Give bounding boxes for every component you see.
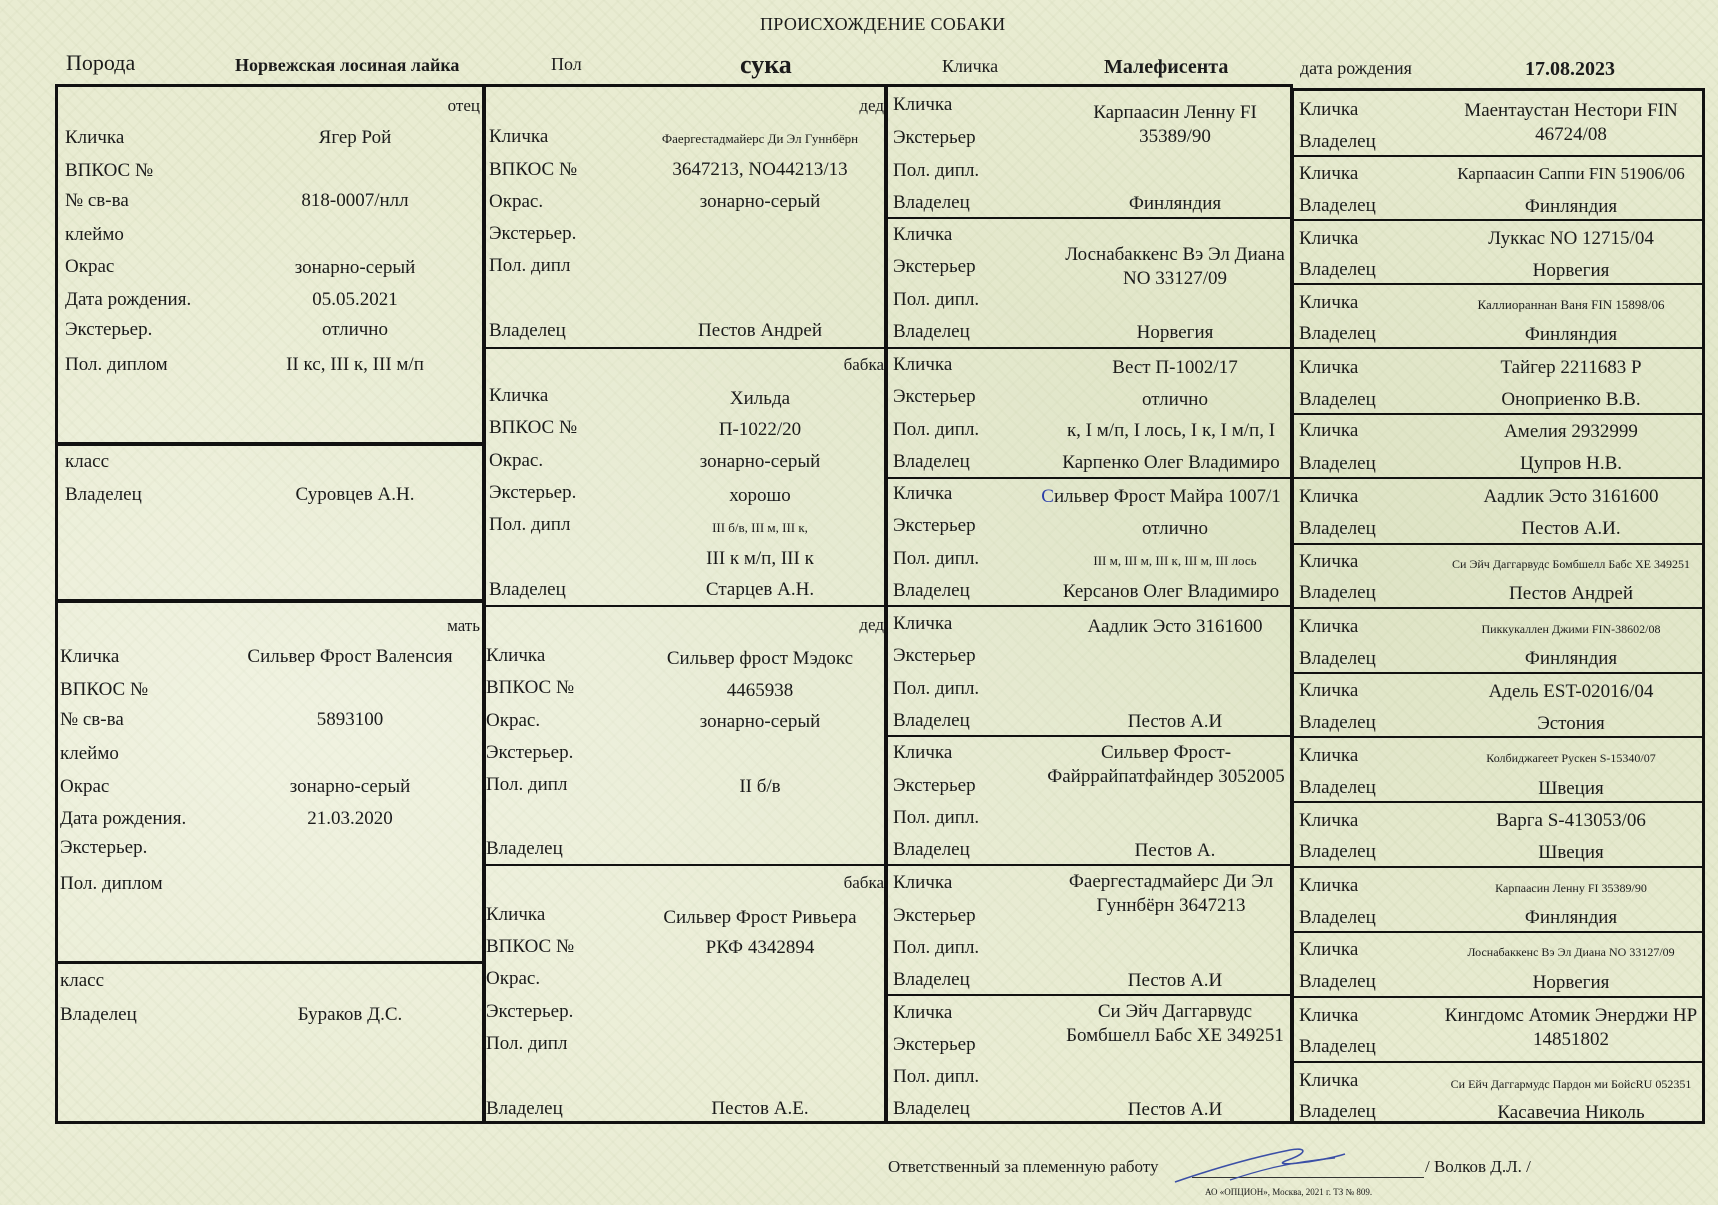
gp2-vpkos: 4465938 xyxy=(726,680,794,701)
gp0-owner-label: Владелец xyxy=(489,320,566,341)
ggg5-name-label: Кличка xyxy=(1299,420,1359,441)
ggg11-name-label: Кличка xyxy=(1299,810,1359,831)
gp1-diploma-label: Пол. дипл xyxy=(489,514,571,535)
ggp-divider-5 xyxy=(885,735,1293,737)
gp1-role: бабка xyxy=(843,355,884,374)
dog-name-value: Малефисента xyxy=(1104,56,1229,78)
mother-owner-label: Владелец xyxy=(60,1004,137,1025)
ggg2-owner: Норвегия xyxy=(1532,260,1610,281)
gp3-owner-label: Владелец xyxy=(486,1098,563,1119)
gp3-role: бабка xyxy=(843,873,884,892)
ggg11-name: Варга S-413053/06 xyxy=(1496,810,1646,831)
ggp3-owner: Керсанов Олег Владимиро xyxy=(1062,581,1280,602)
ggg-divider-10 xyxy=(1291,736,1705,738)
father-class-label: класс xyxy=(65,451,110,472)
ggg7-owner: Пестов Андрей xyxy=(1509,583,1633,604)
ggp6-diploma-label: Пол. дипл. xyxy=(893,937,980,958)
ggp5-name-label: Кличка xyxy=(893,742,953,763)
ggg8-name-label: Кличка xyxy=(1299,616,1359,637)
ggp7-name-label: Кличка xyxy=(893,1002,953,1023)
ggp2-name: Вест П-1002/17 xyxy=(1112,357,1238,378)
responsible-label: Ответственный за племенную работу xyxy=(888,1157,1159,1176)
gp1-exterior: хорошо xyxy=(729,485,791,506)
ggg-divider-7 xyxy=(1291,543,1705,545)
ggg0-owner-label: Владелец xyxy=(1299,131,1376,152)
father-owner-label: Владелец xyxy=(65,484,142,505)
father-cert: 818-0007/нлл xyxy=(301,190,409,211)
gp0-name-label: Кличка xyxy=(489,126,549,147)
gp2-role: дед xyxy=(859,615,884,634)
ggg1-name: Карпаасин Саппи FIN 51906/06 xyxy=(1457,164,1685,183)
ggg5-name: Амелия 2932999 xyxy=(1504,421,1638,442)
ggp3-exterior-label: Экстерьер xyxy=(893,515,976,536)
ggg1-name-label: Кличка xyxy=(1299,163,1359,184)
ggg3-owner: Финляндия xyxy=(1524,324,1618,345)
gp1-color: зонарно-серый xyxy=(699,451,821,472)
ggp1-owner: Норвегия xyxy=(1136,322,1214,343)
ggp1-name-label: Кличка xyxy=(893,224,953,245)
ggg2-name-label: Кличка xyxy=(1299,228,1359,249)
mother-diploma-label: Пол. диплом xyxy=(60,873,163,894)
ggg4-name-label: Кличка xyxy=(1299,357,1359,378)
ggp2-exterior: отлично xyxy=(1142,389,1208,410)
gp1-owner-label: Владелец xyxy=(489,579,566,600)
gp0-vpkos-label: ВПКОС № xyxy=(489,159,578,180)
gp2-vpkos-label: ВПКОС № xyxy=(486,677,575,698)
ggg6-owner-label: Владелец xyxy=(1299,518,1376,539)
ggp-divider-2 xyxy=(885,347,1293,349)
ggp0-owner-label: Владелец xyxy=(893,192,970,213)
father-exterior: отлично xyxy=(322,319,388,340)
ggg0-name-label: Кличка xyxy=(1299,99,1359,120)
ggg4-name: Тайгер 2211683 Р xyxy=(1500,357,1642,378)
mother-owner-box xyxy=(55,961,485,1124)
ggp3-name-label: Кличка xyxy=(893,483,953,504)
ggp7-owner-label: Владелец xyxy=(893,1098,970,1119)
ggg3-owner-label: Владелец xyxy=(1299,323,1376,344)
ggg10-name-label: Кличка xyxy=(1299,745,1359,766)
gp0-color: зонарно-серый xyxy=(699,191,821,212)
breed-value: Норвежская лосиная лайка xyxy=(235,55,460,75)
ggp1-exterior-label: Экстерьер xyxy=(893,256,976,277)
ggp1-diploma-label: Пол. дипл. xyxy=(893,289,980,310)
ggp4-diploma-label: Пол. дипл. xyxy=(893,678,980,699)
dob-label: дата рождения xyxy=(1300,58,1412,78)
ggg13-owner: Норвегия xyxy=(1532,972,1610,993)
ggg6-name: Аадлик Эсто 3161600 xyxy=(1483,486,1659,507)
mother-color-label: Окрас xyxy=(60,776,110,797)
ggg15-owner: Касавечиа Николь xyxy=(1497,1102,1645,1123)
mother-vpkos-label: ВПКОС № xyxy=(60,679,149,700)
ggp3-name xyxy=(1030,486,1292,508)
ggg9-name: Адель EST-02016/04 xyxy=(1488,681,1654,702)
ggg14-owner-label: Владелец xyxy=(1299,1036,1376,1057)
ggg-divider-8 xyxy=(1291,607,1705,609)
gp3-name: Сильвер Фрост Ривьера xyxy=(663,907,857,928)
ggp6-exterior-label: Экстерьер xyxy=(893,905,976,926)
ggg-divider-13 xyxy=(1291,931,1705,933)
gp0-role: дед xyxy=(859,96,884,115)
ggp4-exterior-label: Экстерьер xyxy=(893,645,976,666)
gp1-name-label: Кличка xyxy=(489,385,549,406)
father-vpkos-label: ВПКОС № xyxy=(65,160,154,181)
gp1-vpkos: П-1022/20 xyxy=(718,419,802,440)
gp0-exterior-label: Экстерьер. xyxy=(489,223,577,244)
mother-brand-label: клеймо xyxy=(60,743,119,764)
ggg15-name: Си Ейч Даггармудс Пардон ми БойсRU 052351 xyxy=(1450,1077,1692,1091)
ggp6-name: Фаергестадмайерс Ди Эл Гуннбёрн 3647213 xyxy=(1068,871,1274,916)
dob-value: 17.08.2023 xyxy=(1525,58,1615,80)
ggp3-owner-label: Владелец xyxy=(893,580,970,601)
ggg-divider-1 xyxy=(1291,155,1705,157)
gp3-diploma-label: Пол. дипл xyxy=(486,1033,568,1054)
gp1-exterior-label: Экстерьер. xyxy=(489,482,577,503)
ggp3-diploma: III м, III м, III к, III м, III лось xyxy=(1093,553,1257,568)
ggg10-owner: Швеция xyxy=(1538,778,1604,799)
ggg-divider-14 xyxy=(1291,996,1705,998)
ggg14-name: Кингдомс Атомик Энерджи НР 14851802 xyxy=(1444,1005,1698,1050)
gp2-color: зонарно-серый xyxy=(699,711,821,732)
gp3-owner: Пестов А.Е. xyxy=(711,1098,809,1119)
ggg5-owner-label: Владелец xyxy=(1299,453,1376,474)
sex-value: сука xyxy=(740,50,792,79)
ggp1-name: Лоснабаккенс Вэ Эл Диана NO 33127/09 xyxy=(1065,244,1285,289)
ggp7-exterior-label: Экстерьер xyxy=(893,1034,976,1055)
ggp5-exterior-label: Экстерьер xyxy=(893,775,976,796)
gp1-diploma: III б/в, III м, III к, xyxy=(712,520,808,535)
ggg9-name-label: Кличка xyxy=(1299,680,1359,701)
gp3-color-label: Окрас. xyxy=(486,968,541,989)
ggp0-exterior-label: Экстерьер xyxy=(893,127,976,148)
ggg9-owner-label: Владелец xyxy=(1299,712,1376,733)
ggg2-name: Луккас NO 12715/04 xyxy=(1488,228,1654,249)
gp2-diploma-label: Пол. дипл xyxy=(486,774,568,795)
gp3-name-label: Кличка xyxy=(486,904,546,925)
father-diploma-label: Пол. диплом xyxy=(65,354,168,375)
gp2-diploma: II б/в xyxy=(739,776,781,797)
ggp-divider-6 xyxy=(885,864,1293,866)
ggp5-owner-label: Владелец xyxy=(893,839,970,860)
ggp4-name-label: Кличка xyxy=(893,613,953,634)
ggg4-owner: Оноприенко В.В. xyxy=(1501,389,1641,410)
gp0-name: Фаергестадмайерс Ди Эл Гуннбёрн xyxy=(661,131,859,146)
mother-dob: 21.03.2020 xyxy=(307,808,393,829)
father-exterior-label: Экстерьер. xyxy=(65,319,153,340)
gp3-exterior-label: Экстерьер. xyxy=(486,1001,574,1022)
ggg-divider-3 xyxy=(1291,283,1705,285)
ggg15-name-label: Кличка xyxy=(1299,1070,1359,1091)
gp-divider-1 xyxy=(483,347,887,349)
ggg-divider-6 xyxy=(1291,477,1705,479)
ggp0-name: Карпаасин Ленну FI 35389/90 xyxy=(1093,102,1257,147)
ggp6-owner: Пестов А.И xyxy=(1127,970,1223,991)
father-color: зонарно-серый xyxy=(294,257,416,278)
ggg12-owner: Финляндия xyxy=(1524,907,1618,928)
ggg7-name: Си Эйч Даггарвудс Бомбшелл Бабс ХЕ 349251 xyxy=(1452,557,1690,571)
father-dob-label: Дата рождения. xyxy=(65,289,192,310)
gp2-owner-label: Владелец xyxy=(486,838,563,859)
gp1-color-label: Окрас. xyxy=(489,450,544,471)
ggg10-owner-label: Владелец xyxy=(1299,777,1376,798)
ggg-divider-5 xyxy=(1291,413,1705,415)
ggg9-owner: Эстония xyxy=(1537,713,1605,734)
ggg8-name: Пиккукаллен Джими FIN-38602/08 xyxy=(1481,622,1661,636)
gp1-name: Хильда xyxy=(729,388,791,409)
ggg6-name-label: Кличка xyxy=(1299,486,1359,507)
ggg3-name: Каллиораннан Ваня FIN 15898/06 xyxy=(1477,297,1665,312)
father-dob: 05.05.2021 xyxy=(312,289,398,310)
ggg0-name: Маентаустан Нестори FIN 46724/08 xyxy=(1464,100,1678,145)
gp0-color-label: Окрас. xyxy=(489,191,544,212)
gp1-diploma-2: III к м/п, III к xyxy=(706,548,814,569)
printer-imprint: АО «ОПЦИОН», Москва, 2021 г. ТЗ № 809. xyxy=(1205,1187,1373,1197)
ggp3-name-prefix: С xyxy=(1041,486,1054,507)
gp0-diploma-label: Пол. дипл xyxy=(489,255,571,276)
ggp2-diploma: к, I м/п, I лось, I к, I м/п, I xyxy=(1066,420,1276,441)
ggg12-name: Карпаасин Ленну FI 35389/90 xyxy=(1495,881,1647,895)
gp-divider-3 xyxy=(483,864,887,866)
gp3-vpkos-label: ВПКОС № xyxy=(486,936,575,957)
gp-divider-2 xyxy=(483,605,887,607)
ggg-divider-12 xyxy=(1291,866,1705,868)
ggp-divider-1 xyxy=(885,217,1293,219)
ggg15-owner-label: Владелец xyxy=(1299,1101,1376,1122)
ggp-divider-4 xyxy=(885,605,1293,607)
ggg12-name-label: Кличка xyxy=(1299,875,1359,896)
signer-name: / Волков Д.Л. / xyxy=(1425,1157,1531,1176)
ggg13-name-label: Кличка xyxy=(1299,939,1359,960)
ggp7-owner: Пестов А.И xyxy=(1127,1099,1223,1120)
ggp7-name: Си Эйч Даггарвудс Бомбшелл Бабс ХЕ 349251 xyxy=(1066,1001,1284,1046)
ggp7-diploma-label: Пол. дипл. xyxy=(893,1066,980,1087)
gp0-owner: Пестов Андрей xyxy=(698,320,822,341)
father-diploma: II кс, III к, III м/п xyxy=(286,354,424,375)
ggp3-name-rest: ильвер Фрост Майра 1007/1 xyxy=(1053,486,1281,507)
ggg-divider-9 xyxy=(1291,672,1705,674)
dog-name-label: Кличка xyxy=(942,56,999,76)
ggg14-name-label: Кличка xyxy=(1299,1005,1359,1026)
father-role: отец xyxy=(447,96,480,115)
gp2-name-label: Кличка xyxy=(486,645,546,666)
mother-name: Сильвер Фрост Валенсия xyxy=(247,646,453,667)
ggp5-name: Сильвер Фрост-Файррайпатфайндер 3052005 xyxy=(1047,742,1285,787)
ggg1-owner-label: Владелец xyxy=(1299,195,1376,216)
gp1-owner: Старцев А.Н. xyxy=(705,579,815,600)
ggg7-owner-label: Владелец xyxy=(1299,582,1376,603)
ggg1-owner: Финляндия xyxy=(1524,196,1618,217)
mother-role: мать xyxy=(447,616,480,635)
ggp4-owner: Пестов А.И xyxy=(1127,711,1223,732)
ggg-divider-11 xyxy=(1291,801,1705,803)
gp3-vpkos: РКФ 4342894 xyxy=(705,937,815,958)
ggg5-owner: Цупров Н.В. xyxy=(1519,453,1622,474)
father-owner-box xyxy=(55,442,485,602)
gp2-name: Сильвер фрост Мэдокс xyxy=(666,648,854,669)
handwritten-signature xyxy=(1170,1140,1350,1190)
ggg4-owner-label: Владелец xyxy=(1299,389,1376,410)
ggg7-name-label: Кличка xyxy=(1299,551,1359,572)
mother-cert-label: № св-ва xyxy=(60,709,124,730)
ggp2-name-label: Кличка xyxy=(893,354,953,375)
ggg6-owner: Пестов А.И. xyxy=(1521,518,1621,539)
ggg13-name: Лоснабаккенс Вэ Эл Диана NO 33127/09 xyxy=(1467,945,1675,959)
mother-cert: 5893100 xyxy=(316,709,384,730)
ggg11-owner: Швеция xyxy=(1538,842,1604,863)
mother-dob-label: Дата рождения. xyxy=(60,808,187,829)
ggp0-diploma-label: Пол. дипл. xyxy=(893,160,980,181)
ggg2-owner-label: Владелец xyxy=(1299,259,1376,280)
ggp4-owner-label: Владелец xyxy=(893,710,970,731)
ggg8-owner: Финляндия xyxy=(1524,648,1618,669)
gp0-vpkos: 3647213, NO44213/13 xyxy=(672,159,848,180)
ggp3-exterior: отлично xyxy=(1142,518,1208,539)
ggp6-name-label: Кличка xyxy=(893,872,953,893)
ggg-divider-15 xyxy=(1291,1061,1705,1063)
ggg8-owner-label: Владелец xyxy=(1299,648,1376,669)
breed-label: Порода xyxy=(66,50,136,75)
father-brand-label: клеймо xyxy=(65,224,124,245)
ggg12-owner-label: Владелец xyxy=(1299,907,1376,928)
gp2-exterior-label: Экстерьер. xyxy=(486,742,574,763)
ggp4-name: Аадлик Эсто 3161600 xyxy=(1087,616,1263,637)
ggg-divider-4 xyxy=(1291,347,1705,349)
ggp2-owner-label: Владелец xyxy=(893,451,970,472)
ggg-divider-2 xyxy=(1291,219,1705,221)
ggg13-owner-label: Владелец xyxy=(1299,971,1376,992)
ggp0-owner: Финляндия xyxy=(1128,193,1222,214)
mother-name-label: Кличка xyxy=(60,646,120,667)
ggp-divider-7 xyxy=(885,994,1293,996)
ggp1-owner-label: Владелец xyxy=(893,321,970,342)
ggp-divider-3 xyxy=(885,477,1293,479)
gp2-color-label: Окрас. xyxy=(486,710,541,731)
father-cert-label: № св-ва xyxy=(65,190,129,211)
gp1-vpkos-label: ВПКОС № xyxy=(489,417,578,438)
mother-class-label: класс xyxy=(60,970,105,991)
ggp5-owner: Пестов А. xyxy=(1134,840,1216,861)
father-owner: Суровцев А.Н. xyxy=(295,484,415,505)
mother-owner: Бураков Д.С. xyxy=(297,1004,403,1025)
ggp2-diploma-label: Пол. дипл. xyxy=(893,419,980,440)
sex-label: Пол xyxy=(551,54,582,74)
ggg11-owner-label: Владелец xyxy=(1299,841,1376,862)
father-color-label: Окрас xyxy=(65,256,115,277)
mother-exterior-label: Экстерьер. xyxy=(60,837,148,858)
ggp6-owner-label: Владелец xyxy=(893,969,970,990)
ggp2-owner: Карпенко Олег Владимиро xyxy=(1062,452,1280,473)
mother-color: зонарно-серый xyxy=(289,776,411,797)
father-name: Ягер Рой xyxy=(318,127,392,148)
father-name-label: Кличка xyxy=(65,127,125,148)
ggp3-diploma-label: Пол. дипл. xyxy=(893,548,980,569)
ggp5-diploma-label: Пол. дипл. xyxy=(893,807,980,828)
ggg3-name-label: Кличка xyxy=(1299,292,1359,313)
page-title: ПРОИСХОЖДЕНИЕ СОБАКИ xyxy=(760,14,1006,34)
ggp0-name-label: Кличка xyxy=(893,94,953,115)
ggp2-exterior-label: Экстерьер xyxy=(893,386,976,407)
ggg10-name: Колбиджагеет Рускен S-15340/07 xyxy=(1486,751,1656,765)
